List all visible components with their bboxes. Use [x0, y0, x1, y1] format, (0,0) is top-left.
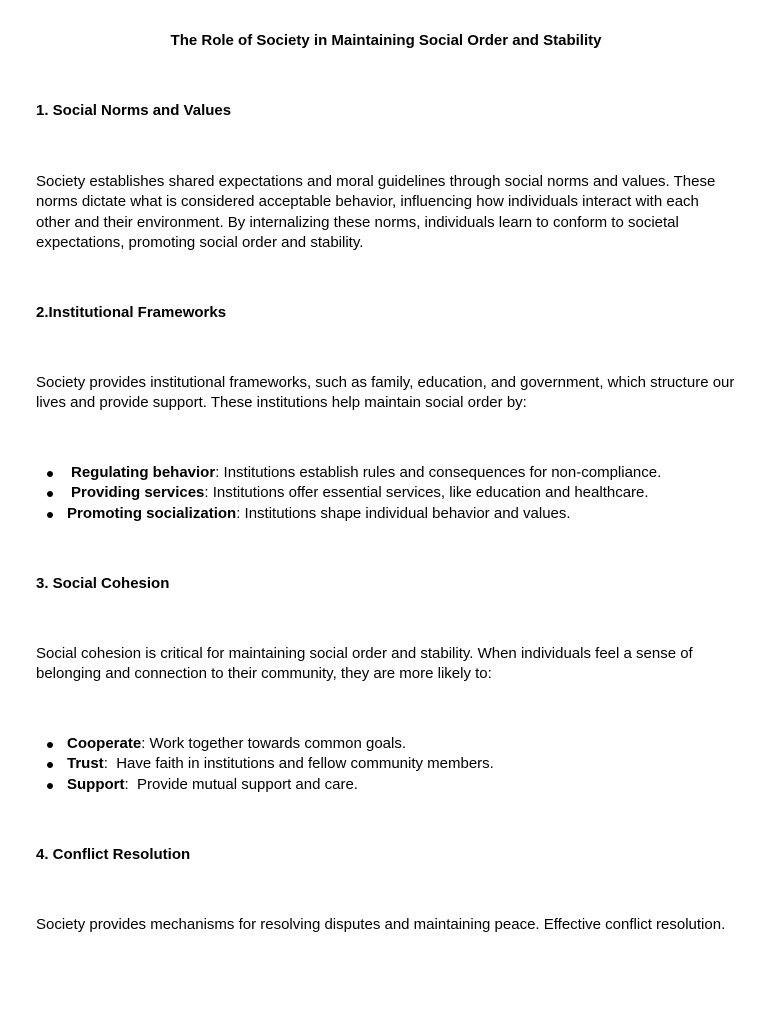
- list-item-term: Trust: [67, 755, 104, 773]
- bullet-icon: [47, 783, 53, 789]
- bullet-icon: [47, 762, 53, 768]
- list-item-text: : Provide mutual support and care.: [124, 775, 358, 793]
- list-item-text: : Institutions shape individual behavior and values.: [236, 504, 571, 522]
- bullet-icon: [47, 471, 53, 477]
- list-item-text: : Have faith in institutions and fellow community members.: [103, 755, 494, 773]
- list-item-term: Promoting socialization: [67, 504, 237, 522]
- section-heading-institutional-frameworks: 2.Institutional Frameworks: [36, 304, 227, 321]
- section-heading-social-norms: 1. Social Norms and Values: [36, 102, 232, 119]
- list-item-text: : Institutions offer essential services, like education and healthcare.: [204, 484, 649, 502]
- section-paragraph-social-norms: Society establishes shared expectations and moral guidelines through social norms and values. These norms dictate what is considered acceptable behavior, influencing how individuals interact with each other and their environment. By internalizing these norms, individuals learn to conform to societal expectations, promoting social order and stability.: [36, 173, 716, 252]
- bullet-icon: [47, 491, 53, 497]
- bullet-icon: [47, 742, 53, 748]
- section-paragraph-social-cohesion: Social cohesion is critical for maintaining social order and stability. When individuals feel a sense of belonging and connection to their community, they are more likely to:: [36, 645, 693, 683]
- list-item-term: Support: [67, 775, 125, 793]
- list-item-term: Cooperate: [67, 735, 142, 752]
- list-item-term: Providing services: [71, 484, 205, 502]
- list-item-term: Regulating behavior: [71, 464, 216, 481]
- list-item-text: : Work together towards common goals.: [141, 735, 407, 752]
- section-heading-social-cohesion: 3. Social Cohesion: [36, 575, 170, 592]
- document-title: The Role of Society in Maintaining Social Order and Stability: [170, 32, 602, 49]
- bullet-icon: [47, 512, 53, 518]
- section-paragraph-institutional-frameworks: Society provides institutional frameworks, such as family, education, and government, which structure our lives and provide support. These institutions help maintain social order by:: [36, 374, 735, 412]
- list-item-text: : Institutions establish rules and consequences for non-compliance.: [215, 464, 662, 481]
- section-paragraph-conflict-resolution: Society provides mechanisms for resolving disputes and maintaining peace. Effective conflict resolution.: [36, 916, 726, 933]
- section-heading-conflict-resolution: 4. Conflict Resolution: [36, 846, 191, 863]
